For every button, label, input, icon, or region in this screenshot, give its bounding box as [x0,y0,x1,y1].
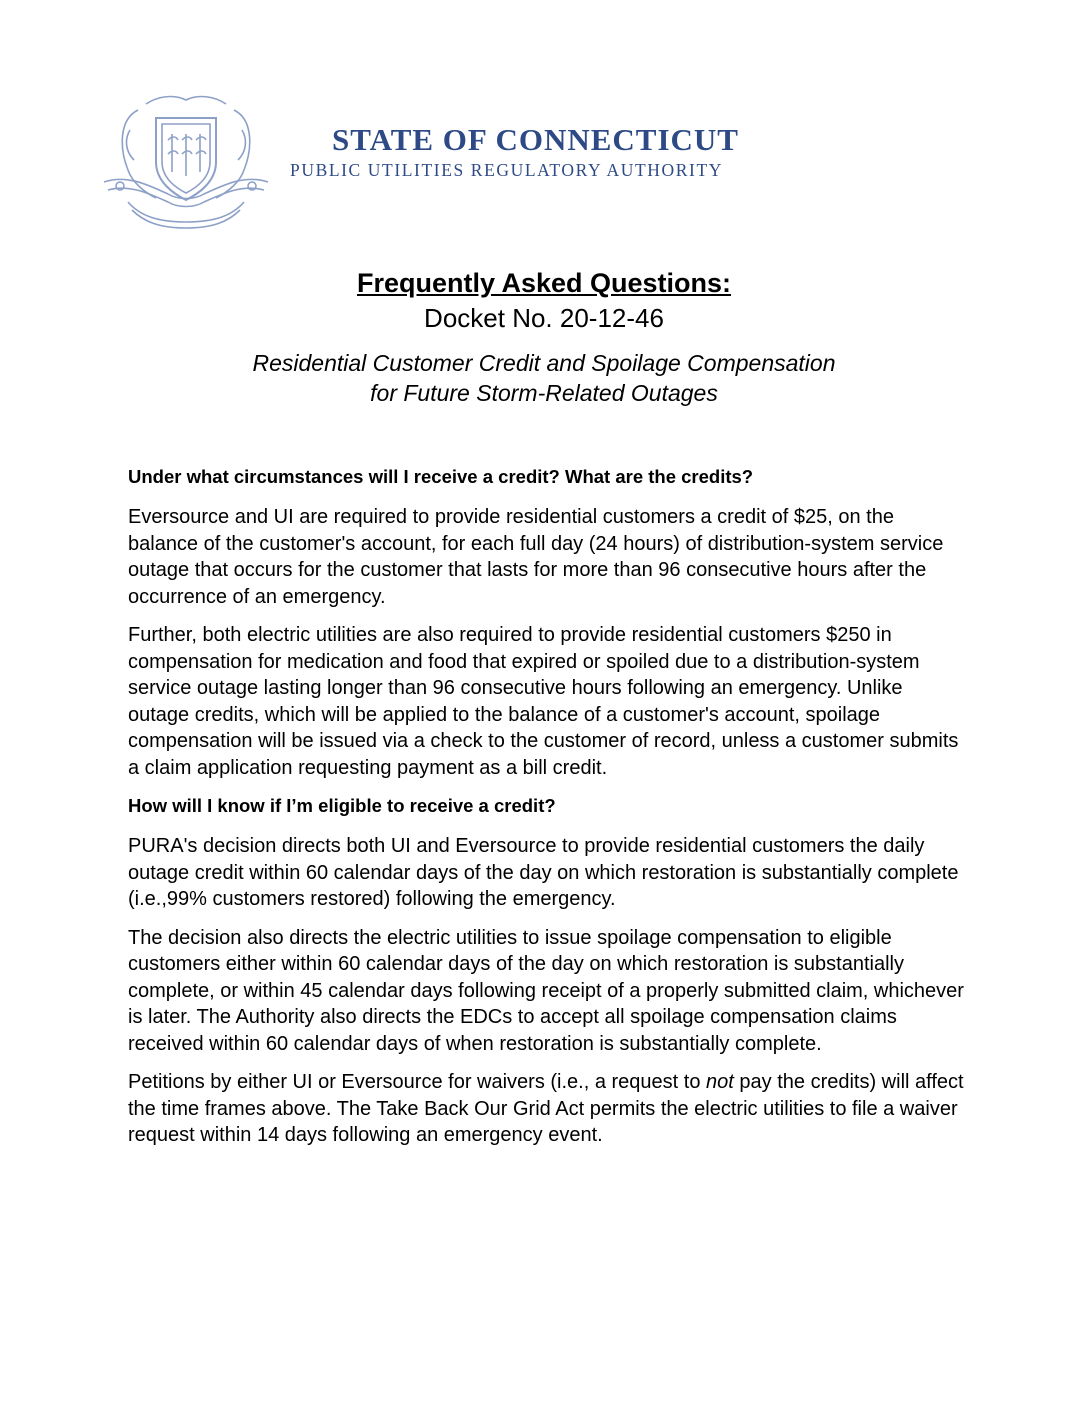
agency-header [290,122,850,181]
emphasis-not: not [706,1071,734,1093]
connecticut-state-seal-icon [98,90,274,230]
faq-question-2: How will I know if I’m eligible to receive a credit? [128,795,556,816]
title-block [0,266,1088,408]
agency-subtitle: PUBLIC UTILITIES REGULATORY AUTHORITY [290,160,724,180]
faq-content [128,464,968,1161]
document-subtitle [0,348,1088,408]
agency-name: STATE OF CONNECTICUT [332,122,739,157]
faq-answer-2-paragraph-3 [128,1069,968,1149]
page-title: Frequently Asked Questions: [356,268,732,298]
docket-number: Docket No. 20-12-46 [424,303,664,333]
faq-answer-1-paragraph-1: Eversource and UI are required to provide residential customers a credit of $25, on the balance of the customer's account, for each full day (24 hours) of distribution-system service outage that occurs for the customer that lasts for more than 96 consecutive hours after the occurrence of an emergency. [128,506,944,608]
faq-question-1: Under what circumstances will I receive a credit? What are the credits? [128,466,754,487]
faq-answer-2-paragraph-1: PURA's decision directs both UI and Eversource to provide residential customers the daily outage credit within 60 calendar days of the day on which restoration is substantially complete (i.e.,99% customers restored) following the emergency. [128,835,959,910]
faq-answer-1-paragraph-2: Further, both electric utilities are also required to provide residential customers $250 in compensation for medication and food that expired or spoiled due to a distribution-system service outage lasting longer than 96 consecutive hours following an emergency. Unlike outage credits, which will be applied to the balance of a customer's account, spoilage compensation will be issued via a check to the customer of record, unless a customer submits a claim application requesting payment as a bill credit. [128,624,959,779]
faq-answer-2-paragraph-2: The decision also directs the electric utilities to issue spoilage compensation to eligible customers either within 60 calendar days of the day on which restoration is substantially complete, or within 45 calendar days following receipt of a properly submitted claim, whichever is later. The Authority also directs the EDCs to accept all spoilage compensation claims received within 60 calendar days of when restoration is substantially complete. [128,926,964,1055]
paragraph-text-before: Petitions by either UI or Eversource for waivers (i.e., a request to [128,1071,707,1093]
paragraph-text-after: pay the credits) will affect the time frames above. The Take Back Our Grid Act permits the electric utilities to file a waiver request within 14 days following an emergency event. [128,1071,964,1146]
subtitle-line-1: Residential Customer Credit and Spoilage Compensation [252,350,836,376]
subtitle-line-2: for Future Storm-Related Outages [370,380,718,406]
